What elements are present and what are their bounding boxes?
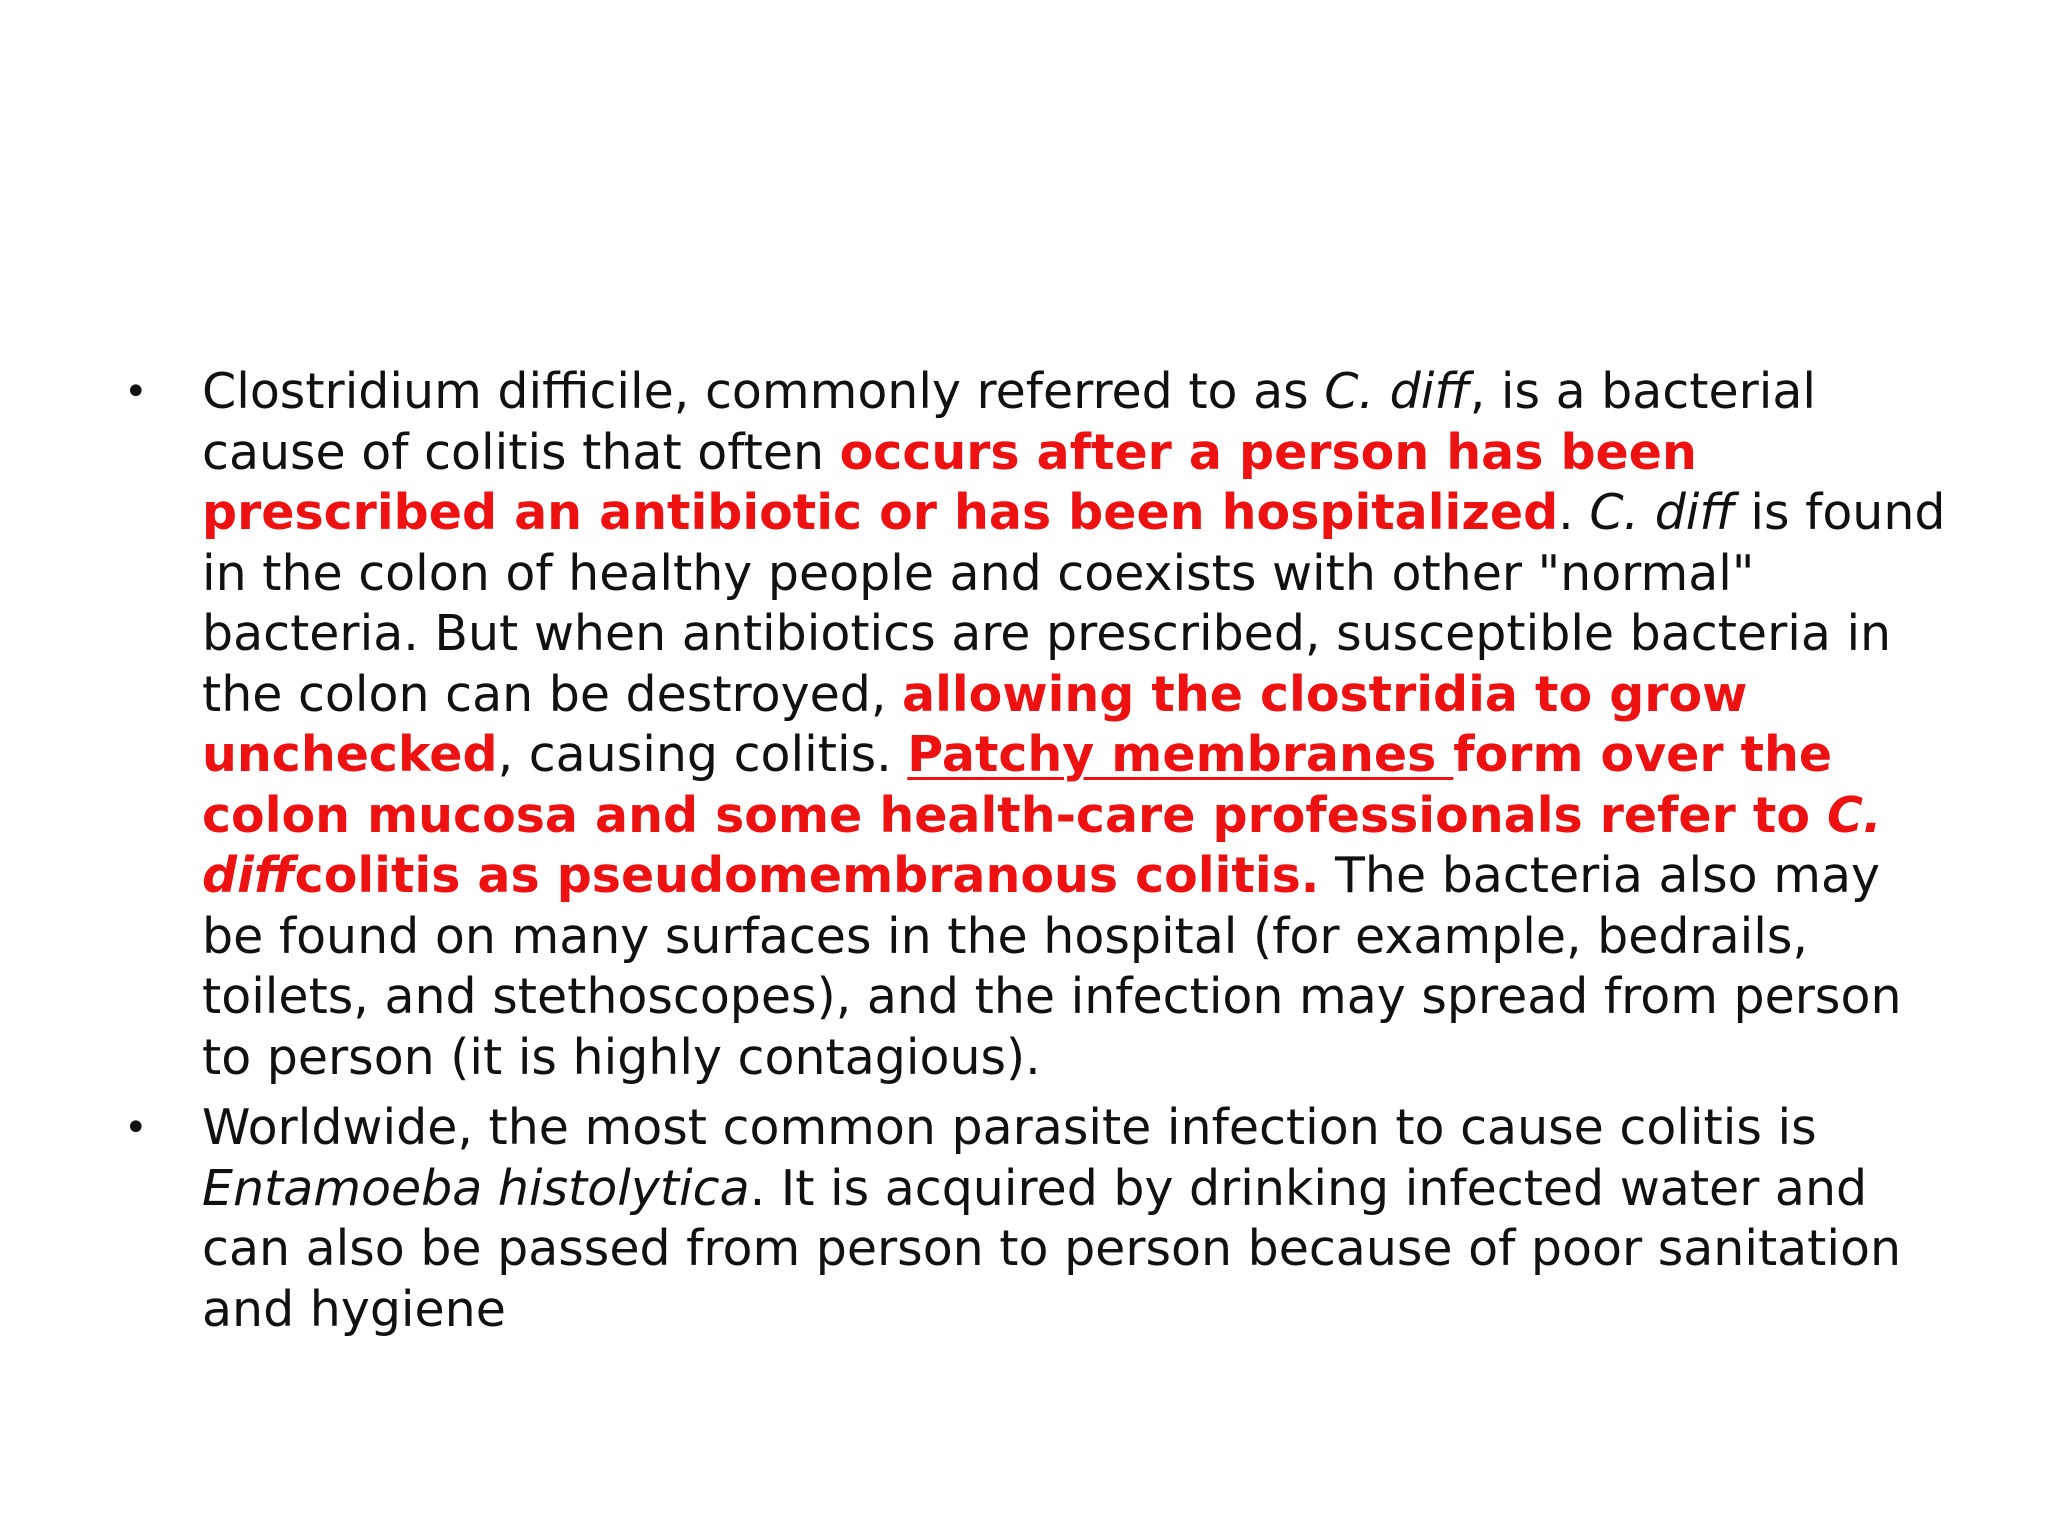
text-segment-highlight-italic: C. diff [202, 786, 1882, 904]
text-segment-italic: C. diff [1589, 484, 1735, 541]
text-segment: , causing colitis. [497, 726, 908, 783]
text-segment-highlight: allowing the clostridia to grow unchecked [202, 665, 1748, 783]
text-segment-highlight-underlined: Patchy membranes [907, 726, 1454, 783]
bullet-marker: • [124, 1105, 148, 1151]
text-segment: The bacteria also may be found on many surfaces in the hospital (for example, bedrails, toilets, and stethoscopes), and the infection may spread from person to person (it is highly contagious). [202, 847, 1902, 1086]
text-segment: Clostridium difficile, commonly referred to as [202, 363, 1325, 420]
text-segment: . It is acquired by drinking infected water and can also be passed from person to person because of poor sanitation and hygiene [202, 1159, 1902, 1338]
text-segment: , is a bacterial cause of colitis that often [202, 363, 1817, 481]
text-segment: is found in the colon of healthy people and coexists with other "normal" bacteria. But when antibiotics are prescribed, susceptible bacteria in the colon can be destroyed, [202, 484, 1946, 723]
text-segment-highlight: occurs after a person has been prescribed an antibiotic or has been hospitalized [202, 423, 1697, 541]
text-segment: Worldwide, the most common parasite infection to cause colitis is [202, 1099, 1817, 1156]
text-segment-highlight: colitis as pseudomembranous colitis. [294, 847, 1320, 904]
bullet-item-c-diff [124, 362, 1954, 1088]
text-segment-italic: C. diff [1324, 363, 1470, 420]
bullet-item-entamoeba [124, 1098, 1954, 1340]
bullet-list [124, 362, 1954, 1350]
text-segment-italic: Entamoeba histolytica [202, 1159, 750, 1217]
text-segment-highlight: form over the colon mucosa and some health-care professionals refer to [202, 726, 1833, 844]
bullet-marker: • [124, 369, 148, 415]
text-segment: . [1558, 484, 1590, 541]
